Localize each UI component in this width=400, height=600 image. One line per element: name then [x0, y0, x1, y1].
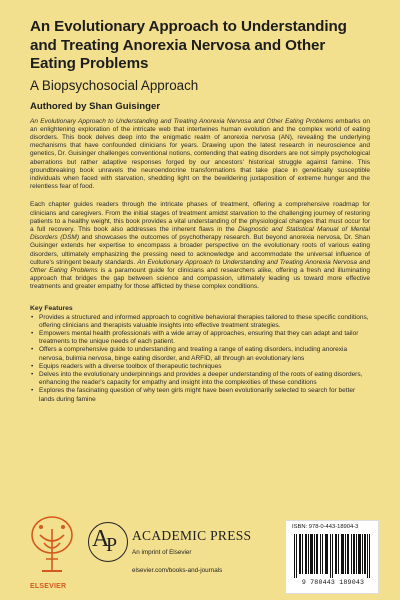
publisher-url: elsevier.com/books-and-journals	[132, 567, 223, 574]
description-paragraph-2	[30, 201, 370, 291]
barcode-digits: 9 780443 189043	[301, 579, 365, 586]
elsevier-label: ELSEVIER	[30, 583, 67, 590]
book-subtitle: A Biopsychosocial Approach	[30, 77, 199, 93]
ap-logo-letter-a: A	[92, 526, 110, 552]
elsevier-tree-logo-icon	[28, 513, 76, 583]
paragraph-2-text-b: and showcases the outcomes of psychotherapy research. But beyond anorexia nervosa, Dr. Shan Guisinger extends her expertise to encompass a broader perspective on the evolutionary roots of various eating disorders, ultimately emphasizing the pressing need to acknowledge and accommodate the universal influence of culture's stringent beauty standards.	[30, 234, 370, 266]
paragraph-2-text-a: Each chapter guides readers through the intricate phases of treatment, offering a comprehensive roadmap for clinicians and caregivers. From the initial stages of treatment amidst starvation to the challenging journey of restoring patients to a healthy weight, this book provides a vital understanding of the physiological changes that must occur for a full recovery. This book also addresses the inherent flaws in the	[30, 201, 370, 233]
book-title-italic: An Evolutionary Approach to Understanding and Treating Anorexia Nervosa and Other Eating Problems	[30, 117, 334, 125]
dsm-italic: Diagnostic and Statistical Manual of Mental Disorders (DSM)	[30, 225, 370, 242]
barcode-icon	[294, 534, 370, 578]
isbn-label: ISBN: 978-0-443-18904-3	[292, 524, 359, 530]
key-feature-item: • Delves into the evolutionary underpinnings and provides a deeper understanding of the roots of eating disorders, enhancing the reader's capacity for empathy and insight into the complexities of these conditions	[39, 371, 370, 387]
key-features-heading: Key Features	[30, 304, 73, 312]
key-feature-item: • Equips readers with a diverse toolbox of therapeutic techniques	[39, 363, 370, 371]
key-feature-item: • Explores the fascinating question of why teen girls might have been evolutionarily selected to search for better lands during famine	[39, 387, 370, 403]
cover-text-block	[30, 18, 370, 404]
author-line: Authored by Shan Guisinger	[30, 100, 161, 112]
paragraph-1-text: embarks on an enlightening exploration of the intricate web that intertwines human evolution and the complex world of eating disorders. This book delves deep into the enigmatic realm of anorexia nervosa (AN), revealing the underlying mechanisms that have confounded clinicians for years. Drawing upon the latest research in neuroscience and genetics, Dr. Guisinger challenges conventional notions, contending that eating disorders are not simply psychological aberrations but rather adaptive responses forged by our ancestors' historical struggle against famine. This groundbreaking book unravels the neuroendocrine transformations that take place in genetically susceptible individuals when faced with starvation, shedding light on the bewildering juxtaposition of extreme hunger and the relentless fear of food.	[30, 117, 370, 191]
book-title-italic-2: An Evolutionary Approach to Understanding and Treating Anorexia Nervosa and Other Eating Problems	[30, 258, 370, 274]
key-feature-item: • Empowers mental health professionals with a wide array of approaches, ensuring that they can adapt and tailor treatments to the unique needs of each patient.	[39, 330, 370, 346]
isbn-barcode-box	[285, 520, 379, 594]
publisher-name: ACADEMIC PRESS	[132, 528, 252, 543]
imprint-line: An imprint of Elsevier	[132, 549, 192, 556]
book-title: An Evolutionary Approach to Understanding and Treating Anorexia Nervosa and Other Eating Problems	[30, 18, 347, 72]
key-features-list	[30, 314, 370, 404]
key-feature-item: • Offers a comprehensive guide to understanding and treating a range of eating disorders, including anorexia nervosa, bulimia nervosa, binge eating disorder, and ARFID, all through an evolutionary lens	[39, 346, 370, 362]
description-paragraph-1	[30, 118, 370, 192]
paragraph-2-text-c: is a paramount guide for clinicians and researchers alike, offering a fresh and illuminating approach that bridges the gap between science and compassion, ultimately leading us toward more effective treatments and greater empathy for those afflicted by these complex conditions.	[30, 266, 370, 291]
key-feature-item: • Provides a structured and informed approach to cognitive behavioral therapies tailored to these specific conditions, offering clinicians and therapists valuable insights into effective treatment strategies.	[39, 314, 370, 330]
ap-logo-letter-p: P	[106, 534, 118, 556]
